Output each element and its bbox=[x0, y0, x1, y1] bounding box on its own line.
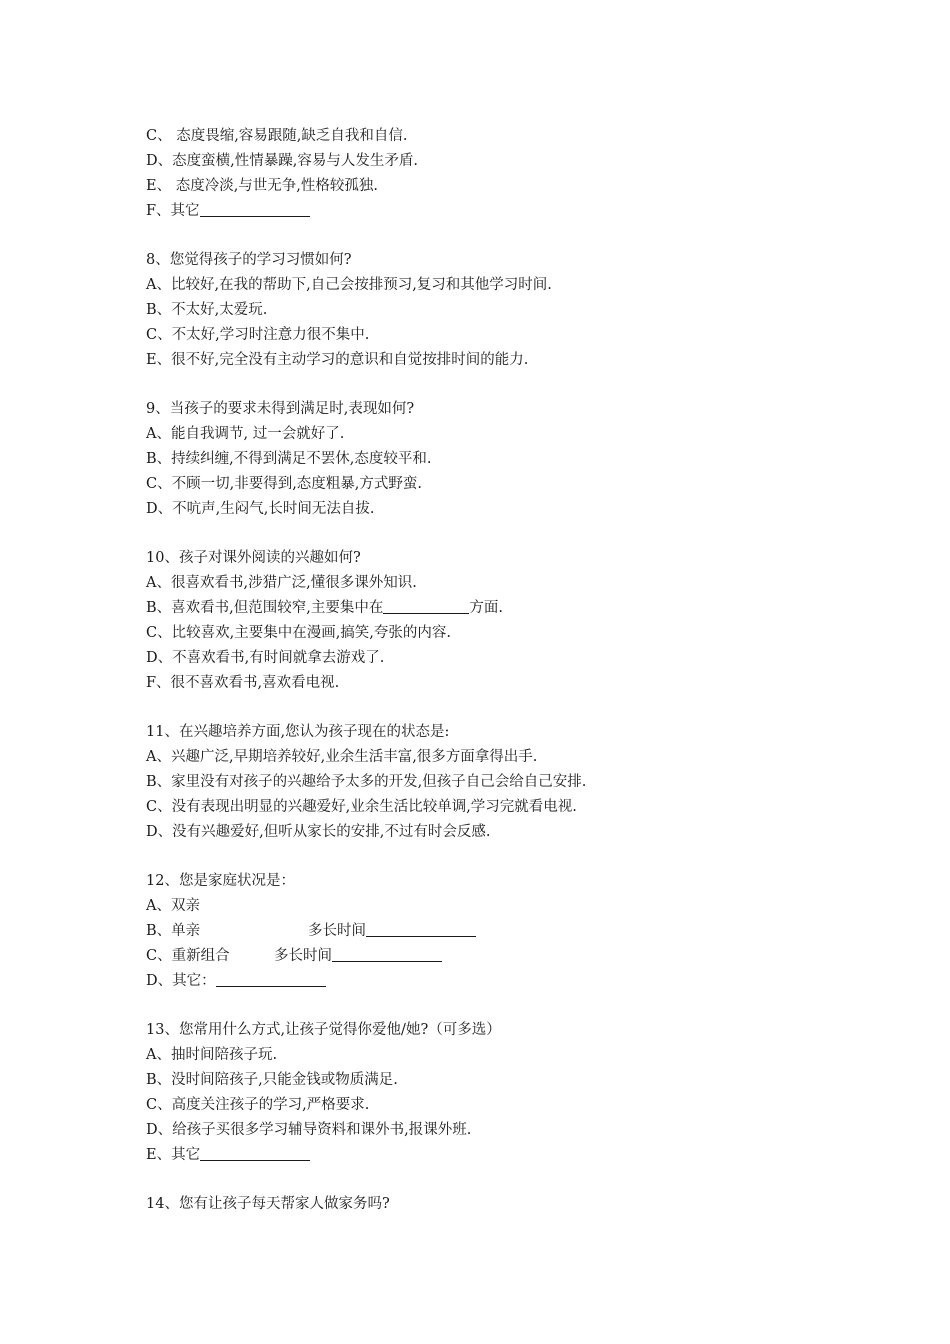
q12-option-c-time-label: 多长时间 bbox=[274, 948, 332, 964]
q8-title: 8、您觉得孩子的学习习惯如何? bbox=[146, 252, 352, 268]
q12-option-b bbox=[146, 919, 906, 944]
q12-option-c-blank bbox=[332, 945, 442, 962]
q12-option-d-blank bbox=[216, 970, 326, 987]
q12-option-b-label: B、单亲 bbox=[146, 923, 201, 939]
spacer bbox=[146, 1168, 906, 1192]
q12-option-d-label: D、其它： bbox=[146, 973, 216, 989]
q12-option-d bbox=[146, 969, 906, 994]
q11-title: 11、在兴趣培养方面,您认为孩子现在的状态是: bbox=[146, 724, 450, 740]
q13-option-a: A、抽时间陪孩子玩. bbox=[146, 1047, 278, 1063]
q12-option-c-label: C、重新组合 bbox=[146, 948, 230, 964]
q13-option-e-label: E、其它 bbox=[146, 1147, 201, 1163]
q8-option-b: B、不太好,太爱玩. bbox=[146, 302, 268, 318]
q9-option-a: A、能自我调节, 过一会就好了. bbox=[146, 426, 345, 442]
q10-title: 10、孩子对课外阅读的兴趣如何? bbox=[146, 550, 361, 566]
q10-option-b bbox=[146, 596, 906, 621]
q11-option-c: C、没有表现出明显的兴趣爱好,业余生活比较单调,学习完就看电视. bbox=[146, 799, 577, 815]
q11-option-a: A、兴趣广泛,早期培养较好,业余生活丰富,很多方面拿得出手. bbox=[146, 749, 538, 765]
q11-option-d: D、没有兴趣爱好,但听从家长的安排,不过有时会反感. bbox=[146, 824, 491, 840]
q13-option-c: C、高度关注孩子的学习,严格要求. bbox=[146, 1097, 370, 1113]
q12-title: 12、您是家庭状况是： bbox=[146, 873, 295, 889]
q10-option-b-text: B、喜欢看书,但范围较窄,主要集中在 bbox=[146, 600, 384, 616]
q10-option-d: D、不喜欢看书,有时间就拿去游戏了. bbox=[146, 650, 385, 666]
q11-option-b: B、家里没有对孩子的兴趣给予太多的开发,但孩子自己会给自己安排. bbox=[146, 774, 587, 790]
spacer bbox=[146, 224, 906, 248]
q12-option-a: A、双亲 bbox=[146, 898, 200, 914]
q8-option-a: A、比较好,在我的帮助下,自己会按排预习,复习和其他学习时间. bbox=[146, 277, 552, 293]
q7-option-d: D、态度蛮横,性情暴躁,容易与人发生矛盾. bbox=[146, 153, 418, 169]
q13-option-e-blank bbox=[200, 1144, 310, 1161]
q13-option-d: D、给孩子买很多学习辅导资料和课外书,报课外班. bbox=[146, 1122, 472, 1138]
q9-title: 9、当孩子的要求未得到满足时,表现如何? bbox=[146, 401, 415, 417]
spacer bbox=[146, 373, 906, 397]
q9-option-b: B、持续纠缠,不得到满足不罢休,态度较平和. bbox=[146, 451, 432, 467]
q10-option-a: A、很喜欢看书,涉猎广泛,懂很多课外知识. bbox=[146, 575, 417, 591]
q10-option-b-blank bbox=[383, 597, 469, 614]
q7-option-f bbox=[146, 199, 906, 224]
q14-title: 14、您有让孩子每天帮家人做家务吗? bbox=[146, 1196, 390, 1212]
q12-option-c bbox=[146, 944, 906, 969]
q9-option-c: C、不顾一切,非要得到,态度粗暴,方式野蛮. bbox=[146, 476, 423, 492]
q8-option-e: E、很不好,完全没有主动学习的意识和自觉按排时间的能力. bbox=[146, 352, 529, 368]
spacer bbox=[146, 994, 906, 1018]
q10-option-b-suffix: 方面. bbox=[469, 600, 503, 616]
q7-option-f-blank bbox=[200, 200, 310, 217]
q12-option-b-time-label: 多长时间 bbox=[308, 923, 366, 939]
spacer bbox=[146, 696, 906, 720]
spacer bbox=[146, 522, 906, 546]
q9-option-d: D、不吭声,生闷气,长时间无法自拔. bbox=[146, 501, 375, 517]
q7-option-e: E、 态度冷淡,与世无争,性格较孤独. bbox=[146, 178, 379, 194]
questionnaire-page bbox=[146, 124, 906, 1217]
spacer bbox=[146, 845, 906, 869]
q7-option-f-label: F、其它 bbox=[146, 203, 200, 219]
q10-option-f: F、很不喜欢看书,喜欢看电视. bbox=[146, 675, 340, 691]
q13-option-e bbox=[146, 1143, 906, 1168]
q7-option-c: C、 态度畏缩,容易跟随,缺乏自我和自信. bbox=[146, 128, 408, 144]
q13-title: 13、您常用什么方式,让孩子觉得你爱他/她?（可多选） bbox=[146, 1022, 501, 1038]
q10-option-c: C、比较喜欢,主要集中在漫画,搞笑,夸张的内容. bbox=[146, 625, 452, 641]
q8-option-c: C、不太好,学习时注意力很不集中. bbox=[146, 327, 370, 343]
q12-option-b-blank bbox=[366, 920, 476, 937]
q13-option-b: B、没时间陪孩子,只能金钱或物质满足. bbox=[146, 1072, 398, 1088]
